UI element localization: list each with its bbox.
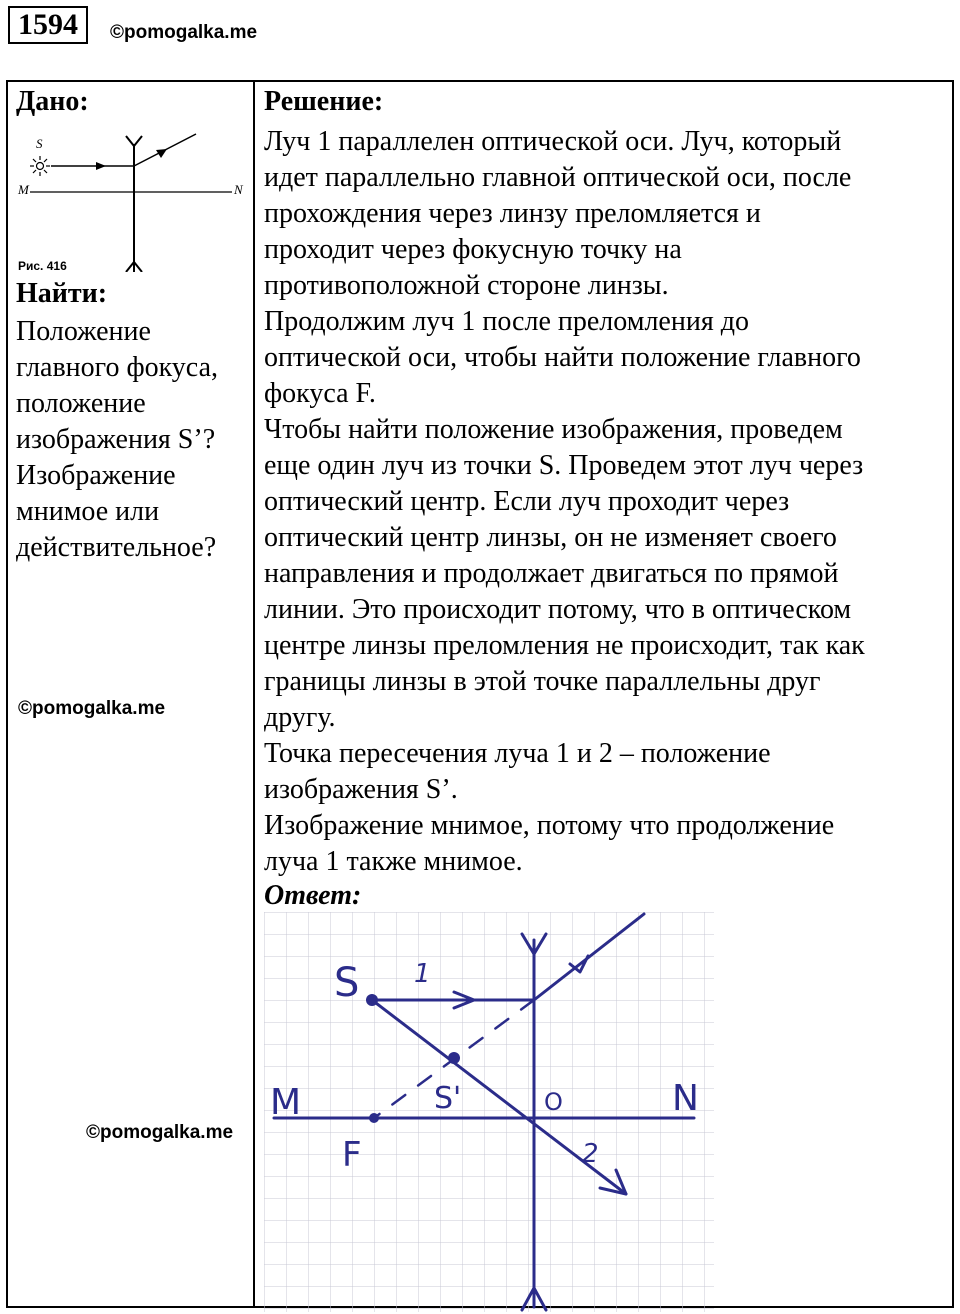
solution-line: границы линзы в этой точке параллельны друг [264,666,821,697]
find-line: Положение [16,316,151,347]
answer-label-1: 1 [414,959,431,989]
answer-heading: Ответ: [264,880,362,911]
solution-line: линии. Это происходит потому, что в оптическом [264,594,852,625]
find-line: мнимое или [16,496,160,527]
solution-line: оптический центр линзы, он не изменяет своего [264,522,837,553]
solution-line: изображения S’. [264,774,458,805]
answer-label-s: S [334,960,360,1006]
figure-label-m: M [18,182,29,197]
answer-label-f: F [342,1135,362,1175]
solution-line: прохождения через линзу преломляется и [264,198,761,229]
find-line: Изображение [16,460,176,491]
answer-label-m: M [270,1082,302,1123]
ray-arrow [96,162,106,170]
given-figure [16,122,246,272]
column-divider [253,82,255,1306]
figure-caption: Рис. 416 [18,259,67,272]
solution-line: Изображение мнимое, потому что продолжение [264,810,835,841]
solution-line: проходит через фокусную точку на [264,234,682,265]
solution-heading: Решение: [264,86,384,117]
lens-top-tip [126,136,142,146]
solution-table [6,80,954,1308]
solution-line: оптический центр. Если луч проходит через [264,486,790,517]
answer-label-s-prime: S' [434,1081,462,1116]
answer-point-s [366,994,378,1006]
answer-label-n: N [672,1078,699,1119]
answer-drawing [264,912,714,1312]
solution-line: еще один луч из точки S. Проведем этот луч через [264,450,864,481]
solution-line: оптической оси, чтобы найти положение главного [264,342,861,373]
figure-label-n: N [234,182,243,197]
solution-line: Точка пересечения луча 1 и 2 – положение [264,738,771,769]
answer-point-f [369,1113,379,1123]
solution-line: Луч 1 параллелен оптической оси. Луч, который [264,126,842,157]
figure-label-s: S [36,136,43,151]
solution-line: направления и продолжает двигаться по прямой [264,558,839,589]
find-heading: Найти: [16,278,108,309]
solution-line: Чтобы найти положение изображения, проведем [264,414,843,445]
solution-line: другу. [264,702,336,733]
given-column [16,82,248,566]
solution-text [264,124,948,880]
solution-line: противоположной стороне линзы. [264,270,669,301]
find-line: изображения S’? [16,424,216,455]
solution-line: луча 1 также мнимое. [264,846,523,877]
answer-point-s-prime [448,1052,460,1064]
solution-line: фокуса F. [264,378,376,409]
given-heading: Дано: [16,86,89,117]
answer-label-o: O [544,1088,563,1116]
solution-column [264,82,948,1312]
find-text [16,314,248,566]
solution-line: центре линзы преломления не происходит, так как [264,630,865,661]
watermark-left-middle: ©pomogalka.me [18,698,166,719]
answer-label-2: 2 [582,1139,599,1169]
find-line: положение [16,388,146,419]
find-line: действительное? [16,532,217,563]
solution-line: Продолжим луч 1 после преломления до [264,306,749,337]
graph-paper [264,912,714,1312]
solution-line: идет параллельно главной оптической оси, после [264,162,852,193]
source-icon [30,156,50,176]
watermark-left-bottom: ©pomogalka.me [86,1122,234,1143]
find-line: главного фокуса, [16,352,219,383]
problem-number: 1594 [8,6,88,44]
watermark-top: ©pomogalka.me [110,22,258,43]
